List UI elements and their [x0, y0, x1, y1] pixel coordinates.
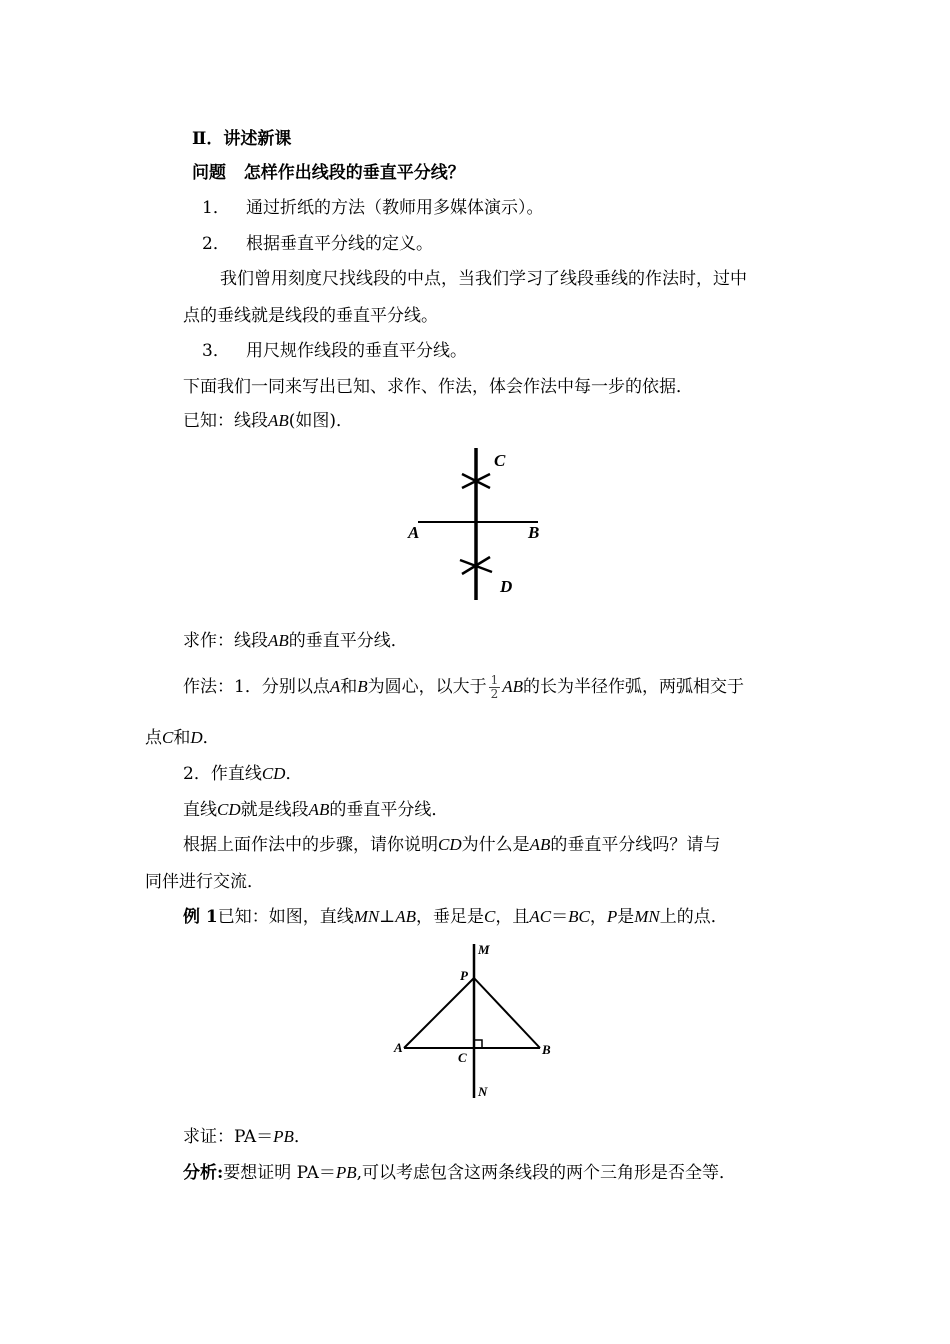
method-item	[202, 197, 544, 219]
line-name: CD	[261, 764, 286, 783]
analysis-text: 要想证明 PA＝	[223, 1163, 336, 1183]
label-d: D	[500, 577, 513, 596]
problem-line	[192, 162, 465, 184]
given-prefix: 已知：线段	[183, 411, 268, 431]
example-text: 上的点．	[659, 907, 728, 927]
conclusion-text: 直线	[183, 800, 217, 820]
segment-name: BC	[568, 907, 590, 926]
conclusion-text: 的垂直平分线．	[329, 800, 449, 820]
method-item	[202, 340, 467, 362]
line-name: MN	[634, 907, 660, 926]
analysis-line	[183, 1162, 736, 1184]
step-text: 和	[340, 677, 358, 697]
segment-name: AC	[529, 907, 552, 926]
label-n: N	[478, 1084, 488, 1099]
construction-figure	[400, 440, 560, 605]
step-text: ．	[285, 764, 303, 784]
point-d: D	[190, 728, 203, 747]
analysis-text: ,可以考虑包含这两条线段的两个三角形是否全等．	[356, 1163, 737, 1183]
construction-step-1	[183, 670, 744, 704]
step-text: 为圆心，以大于	[367, 677, 487, 697]
perp-symbol: ⊥	[379, 907, 396, 927]
label-c: C	[494, 451, 506, 470]
analysis-label: 分析:	[183, 1163, 224, 1183]
segment-name: AB	[308, 800, 330, 819]
given-suffix: (如图)．	[288, 411, 354, 431]
label-a: A	[394, 1040, 403, 1055]
method-item	[202, 233, 433, 255]
label-b: B	[542, 1042, 551, 1057]
step-text: 和	[173, 728, 191, 748]
step-text: 2．作直线	[183, 764, 262, 784]
segment-name: AB	[268, 631, 289, 650]
label-b: B	[528, 523, 540, 542]
point-a: A	[329, 677, 341, 696]
method-number: 2．	[202, 234, 230, 254]
prove-text: 求证：PA＝	[183, 1127, 274, 1147]
require-prefix: 求作：线段	[183, 631, 268, 651]
paragraph-line: 点的垂线就是线段的垂直平分线。	[183, 306, 438, 326]
problem-question: 怎样作出线段的垂直平分线？	[243, 163, 465, 183]
step-text: ．	[202, 728, 220, 748]
segment-name: AB	[502, 677, 524, 696]
equals-symbol: ＝	[551, 907, 569, 927]
example-1-line	[183, 906, 728, 928]
fraction-numerator: 1	[490, 673, 499, 687]
point-b: B	[357, 677, 368, 696]
prove-line	[183, 1126, 311, 1148]
point-c: C	[484, 907, 496, 926]
point-p: P	[606, 907, 618, 926]
example-text: 已知：如图，直线	[217, 907, 354, 927]
method-number: 1．	[202, 198, 230, 218]
line-name: MN	[353, 907, 380, 926]
step-text: 点	[145, 728, 162, 748]
section-title: Ⅱ．讲述新课	[192, 129, 292, 149]
question-text: 的垂直平分线吗？请与	[550, 835, 721, 855]
fraction-denominator: 2	[490, 687, 499, 701]
conclusion-line	[183, 799, 448, 821]
question-line-2: 同伴进行交流．	[145, 872, 264, 892]
segment-name: PB	[335, 1163, 357, 1182]
step-text: 的长为半径作弧，两弧相交于	[523, 677, 745, 697]
label-m: M	[478, 942, 490, 957]
paragraph-line: 我们曾用刻度尺找线段的中点，当我们学习了线段垂线的作法时，过中	[220, 269, 747, 289]
conclusion-text: 就是线段	[240, 800, 309, 820]
method-text: 根据垂直平分线的定义。	[246, 234, 434, 254]
segment-pb	[474, 978, 540, 1048]
point-c: C	[162, 728, 174, 747]
segment-name: AB	[395, 907, 417, 926]
example-text: ，垂足是	[416, 907, 485, 927]
construction-step-2	[183, 763, 302, 785]
label-c: C	[458, 1050, 467, 1065]
example-text: 是	[617, 907, 635, 927]
question-text: 根据上面作法中的步骤，请你说明	[183, 835, 438, 855]
given-line	[183, 410, 353, 432]
line-name: CD	[438, 835, 462, 854]
segment-name: AB	[268, 411, 289, 430]
require-line	[183, 630, 408, 652]
label-p: P	[460, 968, 468, 983]
problem-label: 问题	[192, 163, 226, 183]
construction-step-1-cont	[145, 727, 220, 749]
example-label: 例 1	[183, 907, 218, 927]
method-number: 3．	[202, 341, 230, 361]
step-text: 作法：1．分别以点	[183, 677, 330, 697]
method-text: 通过折纸的方法（教师用多媒体演示）。	[246, 198, 544, 218]
line-name: CD	[217, 800, 241, 819]
fraction-one-half	[489, 674, 501, 701]
require-suffix: 的垂直平分线．	[288, 631, 408, 651]
segment-pa	[404, 978, 474, 1048]
question-text: 为什么是	[461, 835, 530, 855]
label-a: A	[408, 523, 420, 542]
question-line	[183, 834, 720, 856]
example-text: ，且	[495, 907, 530, 927]
method-text: 用尺规作线段的垂直平分线。	[246, 341, 468, 361]
triangle-figure	[390, 938, 565, 1103]
intro-line: 下面我们一同来写出已知、求作、作法，体会作法中每一步的依据．	[183, 377, 693, 397]
example-text: ，	[589, 907, 607, 927]
prove-text: ．	[293, 1127, 311, 1147]
segment-name: PB	[273, 1127, 294, 1146]
segment-name: AB	[529, 835, 551, 854]
